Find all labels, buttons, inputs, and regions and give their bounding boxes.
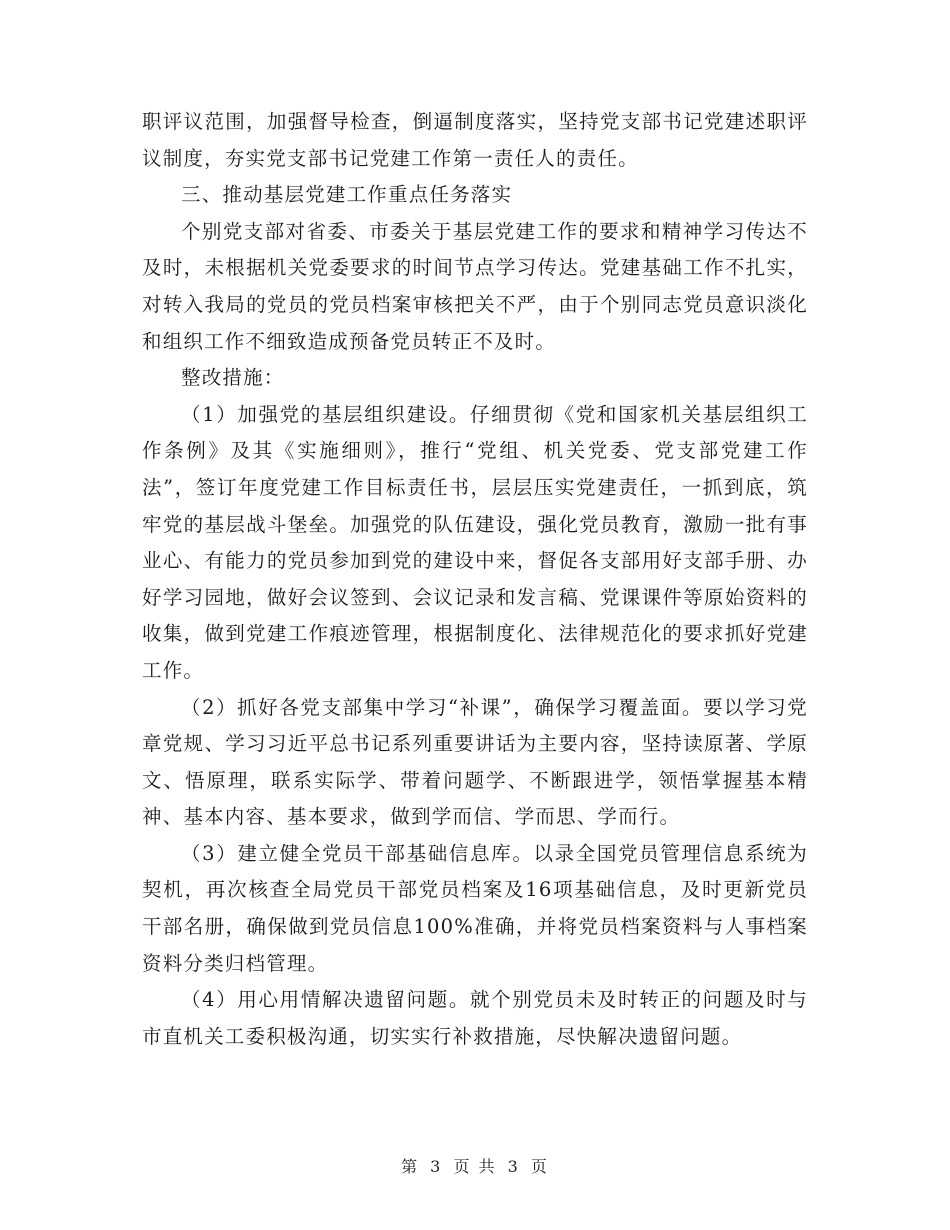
paragraph-measure-2: （2）抓好各党支部集中学习“补课”，确保学习覆盖面。要以学习党章党规、学习习近平总书记系列重要讲话为主要内容，坚持读原著、学原文、悟原理，联系实际学、带着问题学、不断跟进学，领悟掌握基本精神、基本内容、基本要求，做到学而信、学而思、学而行。 (142, 695, 808, 829)
paragraph-measure-4: （4）用心用情解决遗留问题。就个别党员未及时转正的问题及时与市直机关工委积极沟通，切实实行补救措施，尽快解决遗留问题。 (142, 988, 808, 1048)
document-body (142, 104, 808, 1055)
footer-suffix: 页 (530, 1157, 549, 1176)
paragraph-continuation: 职评议范围，加强督导检查，倒逼制度落实，坚持党支部书记党建述职评议制度，夯实党支部书记党建工作第一责任人的责任。 (142, 110, 808, 170)
footer-page-total: 3 (507, 1157, 520, 1176)
paragraph-measures-label: 整改措施： (181, 366, 285, 390)
page-footer (0, 1154, 950, 1177)
paragraph-measure-3: （3）建立健全党员干部基础信息库。以录全国党员管理信息系统为契机，再次核查全局党员干部党员档案及16项基础信息，及时更新党员干部名册，确保做到党员信息100%准确，并将党员档案资料与人事档案资料分类归档管理。 (142, 841, 808, 975)
footer-mid: 页 共 (453, 1157, 497, 1176)
paragraph-measure-1: （1）加强党的基层组织建设。仔细贯彻《党和国家机关基层组织工作条例》及其《实施细则》，推行“党组、机关党委、党支部党建工作法”，签订年度党建工作目标责任书，层层压实党建责任，一抓到底，筑牢党的基层战斗堡垒。加强党的队伍建设，强化党员教育，激励一批有事业心、有能力的党员参加到党的建设中来，督促各支部用好支部手册、办好学习园地，做好会议签到、会议记录和发言稿、党课课件等原始资料的收集，做到党建工作痕迹管理，根据制度化、法律规范化的要求抓好党建工作。 (142, 402, 808, 682)
section-heading: 三、推动基层党建工作重点任务落实 (181, 183, 513, 207)
footer-prefix: 第 (401, 1157, 420, 1176)
footer-page-current: 3 (430, 1157, 443, 1176)
paragraph-problem: 个别党支部对省委、市委关于基层党建工作的要求和精神学习传达不及时，未根据机关党委要求的时间节点学习传达。党建基础工作不扎实，对转入我局的党员的党员档案审核把关不严，由于个别同志党员意识淡化和组织工作不细致造成预备党员转正不及时。 (142, 219, 808, 353)
